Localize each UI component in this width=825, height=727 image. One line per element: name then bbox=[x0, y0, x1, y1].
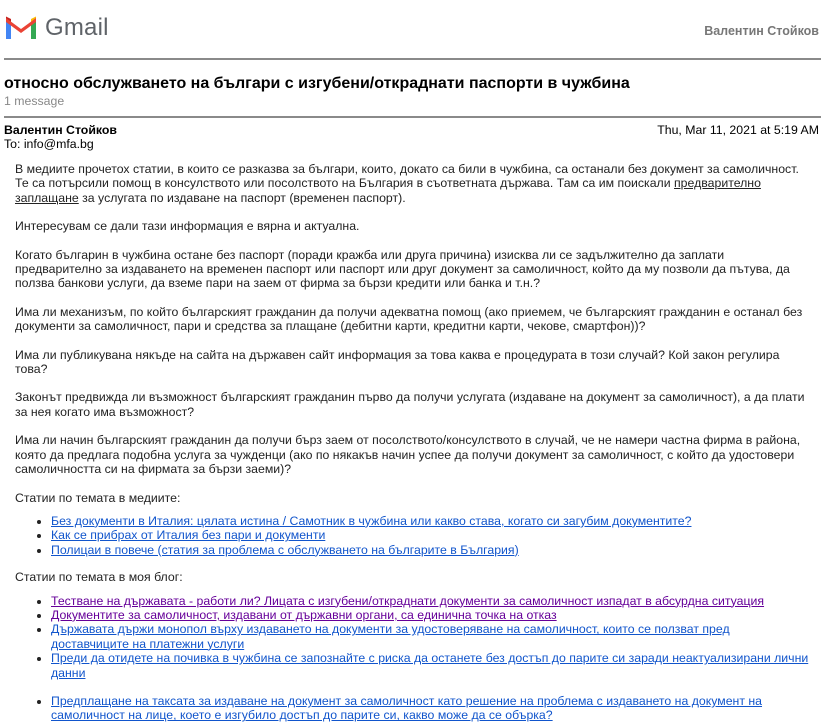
gmail-m-icon bbox=[4, 15, 38, 41]
paragraph bbox=[15, 162, 810, 205]
underlined-text: предварително заплащане bbox=[15, 176, 761, 205]
list-item bbox=[51, 594, 810, 608]
gmail-logo[interactable] bbox=[4, 14, 109, 42]
blog-articles-list bbox=[15, 594, 810, 723]
paragraph: Законът предвижда ли възможност българският гражданин първо да получи услугата (издаване на документ за самоличност), а да плати за нея когато има възможност? bbox=[15, 390, 805, 419]
paragraph: Когато българин в чужбина остане без паспорт (поради кражба или друга причина) изисква ли се задължително да заплати предварително за издаването на временен паспорт или паспорт или друг документ за самоличност, който да му позволи да пътува, да ползва банкови услуги, да вземе пари на заем от фирма за бързи кредити или банка и т.н.? bbox=[15, 247, 790, 291]
blog-articles-heading: Статии по темата в моя блог: bbox=[15, 570, 183, 585]
paragraph-text: за услугата по издаване на паспорт (временен паспорт). bbox=[78, 190, 406, 205]
paragraph-text: В медиите прочетох статии, в които се разказва за българи, които, докато са били в чужбина, са останали без документ за самоличност. Те са потърсили помощ в консулството или посолството на България в съответната държава. Там са им поискали bbox=[15, 162, 799, 191]
header bbox=[0, 0, 825, 58]
blog-article-link[interactable]: Държавата държи монопол върху издаването на документи за удостоверяване на самоличност, които се ползват пред доставчиците на платежни услуги bbox=[51, 622, 730, 651]
message-count: 1 message bbox=[4, 94, 65, 108]
paragraph: Има ли начин българският гражданин да получи бърз заем от посолството/консулството в случай, че не намери частна фирма в района, която да предлага подобна услуга за чужденци (ако по някакъв начин успее да получи документ за самоличност, с който да удостовери самоличността си на фирмата за бързи заеми)? bbox=[15, 433, 801, 477]
media-articles-heading: Статии по темата в медиите: bbox=[15, 490, 181, 505]
media-article-link[interactable]: Как се прибрах от Италия без пари и документи bbox=[51, 528, 326, 543]
media-article-link[interactable]: Без документи в Италия: цялата истина / Самотник в чужбина или какво става, когато си загубим документите? bbox=[51, 513, 692, 528]
message-date: Thu, Mar 11, 2021 at 5:19 AM bbox=[657, 123, 819, 137]
thread-header bbox=[0, 60, 825, 116]
paragraph: Има ли механизъм, по който българският гражданин да получи адекватна помощ (ако приемем, че българският гражданин е останал без документи за самоличност, пари и средства за плащане (дебитни карти, кредитни карти, чекове, смартфон))? bbox=[15, 304, 803, 334]
blog-article-link[interactable]: Тестване на държавата - работи ли? Лицата с изгубени/откраднати документи за самоличност изпадат в абсурдна ситуация bbox=[51, 593, 765, 608]
blog-article-link[interactable]: Документите за самоличност, издавани от държавни органи, са единична точка на отказ bbox=[51, 607, 557, 622]
recipient: To: info@mfa.bg bbox=[4, 137, 94, 152]
sender-name: Валентин Стойков bbox=[4, 123, 117, 137]
list-item bbox=[51, 622, 810, 651]
list-item bbox=[51, 543, 810, 557]
gmail-logo-text: Gmail bbox=[45, 14, 109, 41]
message-body bbox=[0, 152, 810, 723]
message-meta bbox=[0, 118, 825, 152]
media-article-link[interactable]: Полицаи в повече (статия за проблема с обслужването на българите в България) bbox=[51, 542, 519, 557]
media-articles-list bbox=[15, 514, 810, 557]
list-item bbox=[51, 694, 810, 723]
list-item bbox=[51, 608, 810, 622]
account-name: Валентин Стойков bbox=[704, 24, 819, 38]
list-item bbox=[51, 651, 810, 680]
paragraph: Има ли публикувана някъде на сайта на държавен сайт информация за това каква е процедурата в този случай? Кой закон регулира това? bbox=[15, 347, 780, 377]
paragraph: Интересувам се дали тази информация е вярна и актуална. bbox=[15, 219, 360, 234]
list-item bbox=[51, 514, 810, 528]
list-item bbox=[51, 528, 810, 542]
blog-article-link[interactable]: Преди да отидете на почивка в чужбина се запознайте с риска да останете без достъп до парите си заради неактуализирани лични данни bbox=[51, 651, 809, 680]
blog-article-link[interactable]: Предплащане на таксата за издаване на документ за самоличност като решение на проблема с издаването на документ на самоличност на лице, което е изгубило достъп до парите си, какво може да се обърка? bbox=[51, 693, 763, 723]
thread-subject: относно обслужването на българи с изгубени/откраднати паспорти в чужбина bbox=[4, 75, 630, 92]
